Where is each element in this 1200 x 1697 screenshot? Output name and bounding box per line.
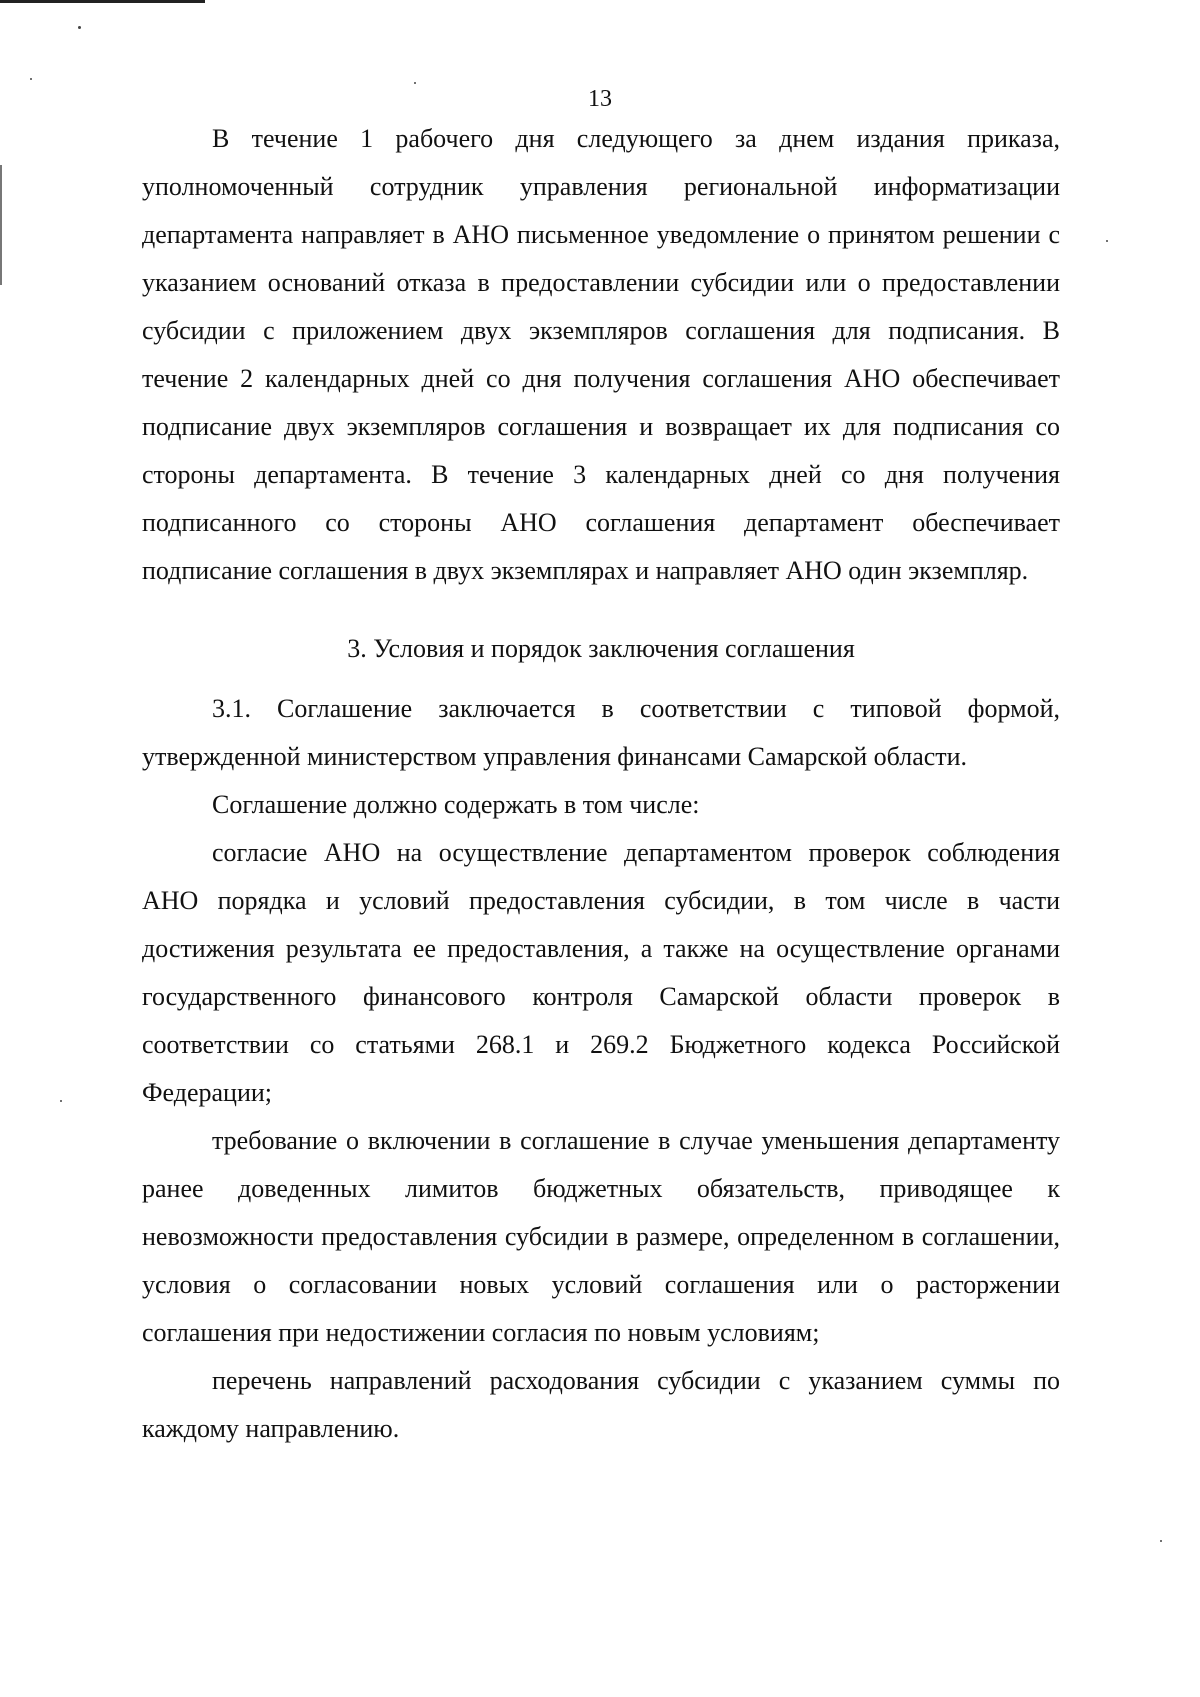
scan-edge-mark xyxy=(0,0,205,3)
item-requirement: требование о включении в соглашение в случае уменьшения департаменту ранее доведенных лимитов бюджетных обязательств, приводящее к невозможности предоставления субсидии в размере, определенном в соглашении, условия о согласовании новых условий соглашения или о расторжении соглашения при недостижении согласия по новым условиям; xyxy=(142,1126,1060,1347)
page-number: 13 xyxy=(588,86,612,112)
item-consent: согласие АНО на осуществление департаментом проверок соблюдения АНО порядка и условий предоставления субсидии, в том числе в части достижения результата ее предоставления, а также на осуществление органами государственного финансового контроля Самарской области проверок в соответствии со статьями 268.1 и 269.2 Бюджетного кодекса Российской Федерации; xyxy=(142,838,1060,1107)
section-heading: 3. Условия и порядок заключения соглашения xyxy=(347,634,855,663)
intro-paragraph: В течение 1 рабочего дня следующего за днем издания приказа, уполномоченный сотрудник управления региональной информатизации департамента направляет в АНО письменное уведомление о принятом решении с указанием оснований отказа в предоставлении субсидии или о предоставлении субсидии с приложением двух экземпляров соглашения для подписания. В течение 2 календарных дней со дня получения соглашения АНО обеспечивает подписание двух экземпляров соглашения и возвращает их для подписания со стороны департамента. В течение 3 календарных дней со дня получения подписанного со стороны АНО соглашения департамент обеспечивает подписание соглашения в двух экземплярах и направляет АНО один экземпляр. xyxy=(142,124,1060,585)
agreement-intro: Соглашение должно содержать в том числе: xyxy=(212,790,700,819)
scan-speck xyxy=(1160,1540,1162,1542)
scan-speck xyxy=(30,78,32,80)
item-expense-list: перечень направлений расходования субсидии с указанием суммы по каждому направлению. xyxy=(142,1366,1060,1443)
scan-speck xyxy=(78,26,81,29)
document-body xyxy=(142,115,1060,1453)
scan-edge-mark xyxy=(0,165,2,285)
scan-speck xyxy=(1106,240,1108,242)
clause-3-1: 3.1. Соглашение заключается в соответствии с типовой формой, утвержденной министерством управления финансами Самарской области. xyxy=(142,694,1060,771)
scan-speck xyxy=(60,1100,62,1102)
